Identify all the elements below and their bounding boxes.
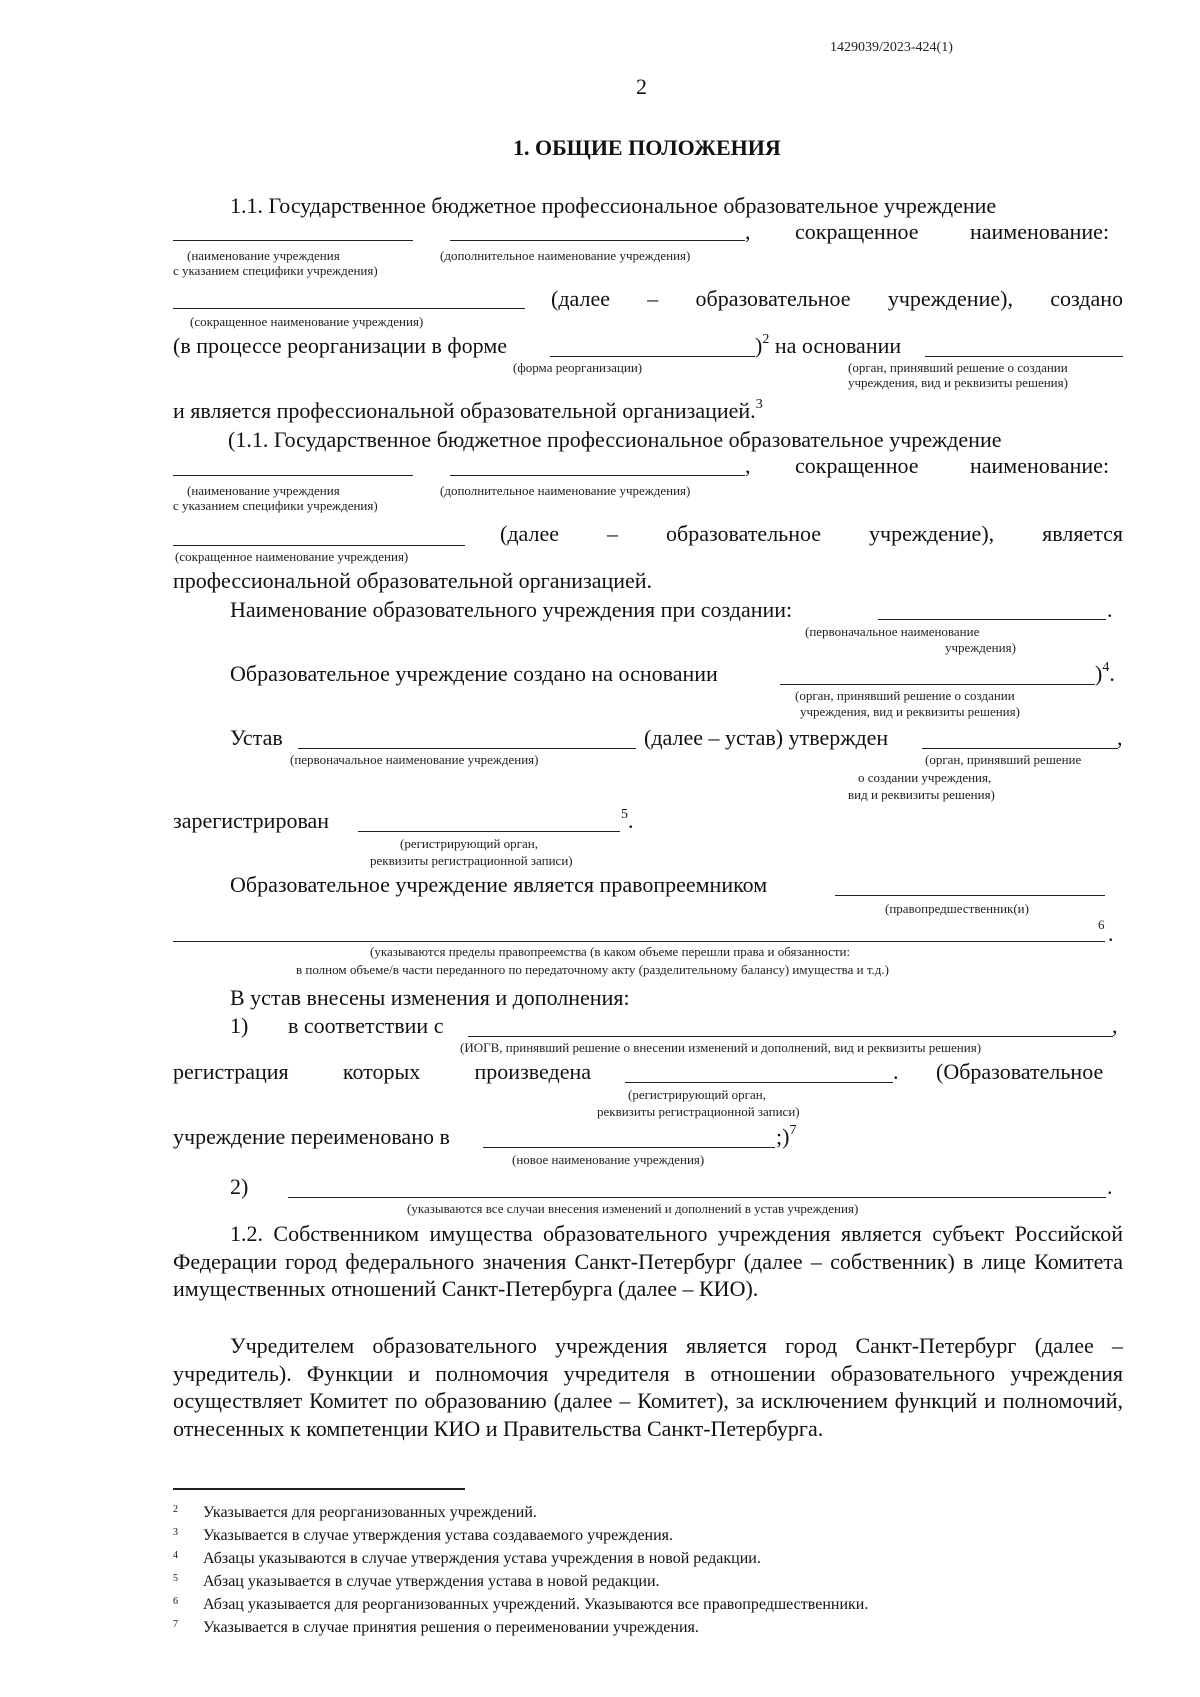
amendment-2-blank[interactable]	[288, 1197, 1106, 1198]
p11-reorg-paren: )	[755, 333, 763, 358]
document-number: 1429039/2023-424(1)	[830, 40, 953, 55]
page-number: 2	[636, 74, 647, 99]
p11alt-word-dash: –	[607, 521, 618, 546]
footnote-3	[173, 1526, 673, 1546]
p11-word-sozdano: создано	[1050, 286, 1123, 311]
footnote-4	[173, 1549, 761, 1569]
p11-closing-text: и является профессиональной образовательной организацией.	[173, 398, 756, 423]
amendment-1-number: 1)	[230, 1013, 249, 1038]
amendment-word-proizv: произведена	[474, 1059, 591, 1084]
amendment-1-text: в соответствии с	[288, 1013, 444, 1038]
footnote-4-text: Абзацы указываются в случае утверждения устава учреждения в новой редакции.	[203, 1550, 761, 1567]
amendment-word-obraz: (Образовательное	[936, 1059, 1104, 1084]
charter-hint-organ-2: о создании учреждения,	[858, 770, 992, 785]
basis-close	[1095, 661, 1115, 687]
amendment-word-reg: регистрация	[173, 1059, 289, 1084]
p11alt-closing: профессиональной образовательной организацией.	[173, 568, 653, 593]
p11alt-word-obraz: образовательное	[666, 521, 822, 546]
footnote-ref-4[interactable]: 4	[1102, 660, 1110, 675]
p11alt-short-name-blank[interactable]	[173, 545, 465, 546]
footnote-3-text: Указывается в случае утверждения устава создаваемого учреждения.	[203, 1527, 674, 1544]
p11alt-word-yavl: является	[1042, 521, 1123, 546]
p11-hint-short: (сокращенное наименование учреждения)	[190, 314, 424, 329]
creation-label: Наименование образовательного учреждения при создании:	[230, 597, 793, 622]
charter-name-blank[interactable]	[298, 748, 636, 749]
footnote-2-number: 2	[173, 1504, 178, 1515]
p11alt-line1-text: (1.1. Государственное бюджетное профессиональное образовательное учреждение	[228, 427, 1002, 452]
amendment-renamed-label: учреждение переименовано в	[173, 1124, 450, 1149]
basis-label: Образовательное учреждение создано на основании	[230, 661, 718, 686]
p11-line1	[230, 193, 1123, 219]
footnote-6-number: 6	[173, 1596, 178, 1607]
footnote-5-text: Абзац указывается в случае утверждения устава в новой редакции.	[203, 1573, 660, 1590]
amendment-1-hint-reg-2: реквизиты регистрационной записи)	[597, 1104, 800, 1119]
charter-hint-name: (первоначальное наименование учреждения)	[290, 752, 539, 767]
amendment-renamed-paren: ;)	[776, 1124, 790, 1149]
p11-word-uchr: учреждение),	[887, 286, 1013, 311]
p11alt-line3	[500, 521, 1123, 547]
footnote-4-number: 4	[173, 1550, 178, 1561]
footnote-7-number: 7	[173, 1619, 178, 1630]
p11-word-dalee: (далее	[551, 286, 610, 311]
p11-reorg-text: (в процессе реорганизации в форме	[173, 333, 508, 358]
amendment-1-hint-reg-1: (регистрирующий орган,	[628, 1087, 766, 1102]
successor-dot: .	[1108, 921, 1114, 946]
basis-dot: .	[1109, 661, 1115, 686]
registered-blank[interactable]	[358, 831, 620, 832]
amendment-1-iogv-blank[interactable]	[468, 1036, 1113, 1037]
p11-extra-name-blank[interactable]	[450, 240, 745, 241]
p11-reorg-close	[755, 333, 901, 359]
p11alt-line1	[228, 427, 1123, 453]
p11-hint-form: (форма реорганизации)	[513, 360, 643, 375]
footnote-5	[173, 1572, 660, 1592]
p11alt-hint-extra: (дополнительное наименование учреждения)	[440, 483, 691, 498]
p11alt-hint-name-1: (наименование учреждения	[187, 483, 340, 498]
footnote-ref-7[interactable]: 7	[789, 1123, 797, 1138]
footnote-3-number: 3	[173, 1527, 178, 1538]
paragraph-founder-text: Учредителем образовательного учреждения является город Санкт-Петербург (далее – учредитель). Функции и полномочия учредителя в отношении образовательного учреждения осуществляет Комитет по образованию (далее – Комитет), за исключением функций и полномочий, отнесенных к компетенции КИО и Правительства Санкт-Петербурга.	[173, 1333, 1123, 1441]
p11alt-word-dalee: (далее	[500, 521, 559, 546]
p11-name-blank[interactable]	[173, 240, 413, 241]
footnote-separator	[173, 1488, 465, 1490]
creation-hint-1: (первоначальное наименование	[805, 624, 980, 639]
amendment-1-dot: .	[893, 1059, 899, 1084]
p11-na-osnovanii: на основании	[769, 333, 902, 358]
p11alt-hint-short: (сокращенное наименование учреждения)	[175, 549, 409, 564]
successor-hint-1: (указываются пределы правопреемства (в каком объеме перешли права и обязанности:	[370, 944, 851, 959]
amendment-1-hint-iogv: (ИОГВ, принявший решение о внесении изменений и дополнений, вид и реквизиты решения)	[460, 1040, 982, 1055]
registered-hint-1: (регистрирующий орган,	[400, 836, 538, 851]
footnote-ref-5[interactable]: 5	[621, 807, 628, 822]
amendment-hint-new: (новое наименование учреждения)	[512, 1152, 705, 1167]
successor-hint-pred: (правопредшественник(и)	[885, 901, 1029, 916]
p11-word-sokr: сокращенное	[795, 219, 919, 244]
amendment-1-reg-blank[interactable]	[625, 1082, 893, 1083]
footnote-7	[173, 1618, 699, 1638]
footnote-ref-2[interactable]: 2	[762, 332, 770, 347]
successor-blank[interactable]	[835, 895, 1105, 896]
p11alt-hint-name-2: с указанием специфики учреждения)	[173, 498, 378, 513]
paragraph-1-2	[173, 1220, 1123, 1303]
amendment-word-kotoryh: которых	[342, 1059, 421, 1084]
footnote-5-number: 5	[173, 1573, 178, 1584]
p11-hint-name-1: (наименование учреждения	[187, 248, 340, 263]
p11-line1-text: 1.1. Государственное бюджетное профессиональное образовательное учреждение	[230, 193, 997, 218]
p11alt-word-uchr: учреждение),	[869, 521, 995, 546]
creation-name-blank[interactable]	[878, 619, 1106, 620]
basis-hint-2: учреждения, вид и реквизиты решения)	[800, 704, 1020, 719]
registered-dot: .	[628, 808, 634, 833]
charter-hint-organ-3: вид и реквизиты решения)	[848, 787, 995, 802]
p11-word-dash: –	[647, 286, 659, 311]
footnote-6	[173, 1595, 868, 1615]
p11alt-word-naim: наименование:	[970, 453, 1110, 478]
registered-label: зарегистрирован	[173, 808, 330, 833]
charter-middle: (далее – устав) утвержден	[644, 725, 889, 750]
successor-limits-blank[interactable]	[173, 941, 1105, 942]
p11-short-name-blank[interactable]	[173, 308, 525, 309]
amendment-new-name-blank[interactable]	[483, 1147, 775, 1148]
footnote-2	[173, 1503, 537, 1523]
basis-blank[interactable]	[780, 684, 1095, 685]
paragraph-founder	[173, 1332, 1123, 1442]
charter-comma: ,	[1117, 725, 1123, 750]
p11alt-word-sokr: сокращенное	[795, 453, 919, 478]
p11-word-naim: наименование:	[970, 219, 1110, 244]
charter-label: Устав	[230, 725, 283, 750]
p11-comma: ,	[745, 219, 751, 244]
creation-hint-2: учреждения)	[945, 640, 1016, 655]
amendment-1-comma: ,	[1112, 1013, 1118, 1038]
p11-hint-extra: (дополнительное наименование учреждения)	[440, 248, 691, 263]
amendment-1-reg-line	[173, 1059, 591, 1085]
registered-mark	[621, 808, 634, 834]
registered-hint-2: реквизиты регистрационной записи)	[370, 853, 573, 868]
footnote-2-text: Указывается для реорганизованных учреждений.	[203, 1504, 537, 1521]
p11-organ-blank[interactable]	[925, 356, 1123, 357]
charter-organ-blank[interactable]	[922, 748, 1118, 749]
p11alt-name-blank[interactable]	[173, 475, 413, 476]
amendment-2-dot: .	[1107, 1174, 1113, 1199]
p11alt-comma: ,	[745, 453, 751, 478]
section-title: 1. ОБЩИЕ ПОЛОЖЕНИЯ	[513, 135, 781, 160]
p11alt-extra-name-blank[interactable]	[450, 475, 745, 476]
charter-hint-organ-1: (орган, принявший решение	[925, 752, 1082, 767]
p11-hint-organ-1: (орган, принявший решение о создании	[848, 360, 1068, 375]
footnote-7-text: Указывается в случае принятия решения о переименовании учреждения.	[203, 1619, 699, 1636]
creation-dot: .	[1107, 597, 1113, 622]
amendment-2-number: 2)	[230, 1174, 249, 1199]
footnote-6-text: Абзац указывается для реорганизованных учреждений. Указываются все правопредшественники.	[203, 1596, 869, 1613]
successor-label: Образовательное учреждение является правопреемником	[230, 872, 768, 897]
p11-reorg-form-blank[interactable]	[550, 356, 755, 357]
footnote-ref-3[interactable]: 3	[755, 397, 763, 412]
footnote-ref-6[interactable]: 6	[1098, 917, 1105, 932]
p11-word-obraz: образовательное	[695, 286, 851, 311]
amendment-renamed-close	[776, 1124, 796, 1150]
p11-line3	[551, 286, 1123, 312]
amendment-2-hint: (указываются все случаи внесения изменений и дополнений в устав учреждения)	[407, 1201, 859, 1216]
amendments-intro: В устав внесены изменения и дополнения:	[230, 985, 630, 1010]
basis-paren: )	[1095, 661, 1103, 686]
paragraph-1-2-text: 1.2. Собственником имущества образовательного учреждения является субъект Российской Федерации город федерального значения Санкт-Петербург (далее – собственник) в лице Комитета имущественных отношений Санкт-Петербурга (далее – КИО).	[173, 1221, 1123, 1301]
successor-hint-2: в полном объеме/в части переданного по передаточному акту (разделительному балансу) имущества и т.д.)	[296, 962, 889, 977]
p11-hint-name-2: с указанием специфики учреждения)	[173, 263, 378, 278]
p11-closing	[173, 398, 763, 424]
p11-hint-organ-2: учреждения, вид и реквизиты решения)	[848, 375, 1068, 390]
basis-hint-1: (орган, принявший решение о создании	[795, 688, 1015, 703]
